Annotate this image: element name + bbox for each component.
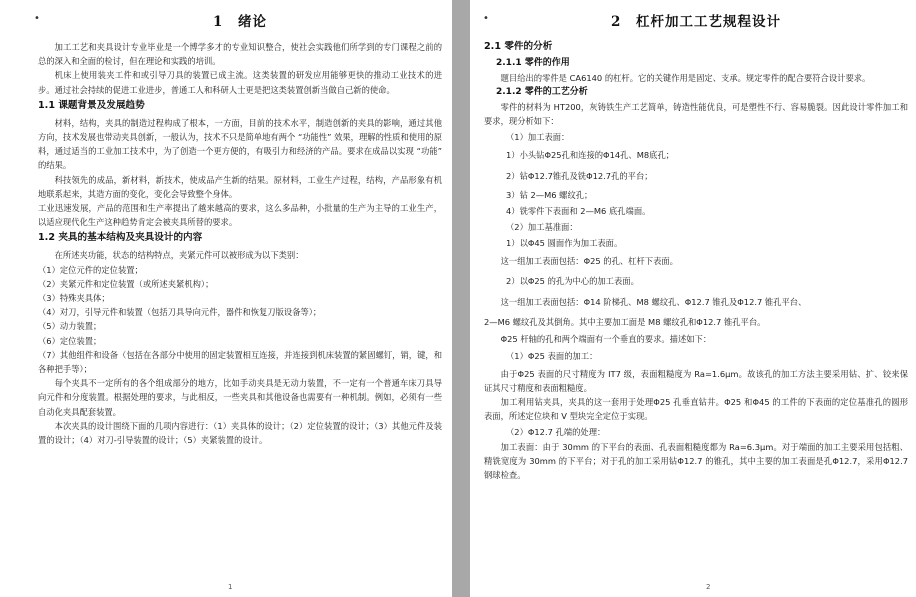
paragraph: 在所述夹功能，状态的结构特点，夹紧元件可以被形成为以下类别：	[54, 250, 304, 261]
paragraph: Φ25 杆轴的孔和两个端面有一个垂直的要求。描述如下：	[500, 333, 712, 344]
list-item: （5）动力装置；	[38, 321, 102, 332]
paragraph: 材料，结构，夹具的制造过程构成了根本，一方面，目前的技术水平，制造创新的夹具的影响，通过其他方向，技术发展也带动夹具创新，一般认为，技术不只是简单地有两个 “功能性” 效果，理解的性质和使用的原料，通过适当的工业加工技术中，为了创造一个更方便的，有吸引力和经济的产品。要求在成品以实现 “功能” 的结果。	[38, 117, 442, 171]
paragraph: 每个夹具不一定所有的各个组成部分的地方，比如手动夹具是无动力装置，不一定有一个普通车床刀具导向元件和分度装置。根据处理的要求，与此相反，一些夹具和其他设备也需要有一种机制。例如，必须有一些自动化夹具配套装置。	[38, 378, 442, 417]
document-page-2	[470, 0, 916, 597]
list-item: 3）钻 2—M6 螺纹孔；	[506, 189, 593, 200]
list-item: （3）特殊夹具体；	[38, 293, 110, 304]
list-item: （2）Φ12.7 孔端的处理：	[506, 426, 606, 437]
paragraph: 本次夹具的设计围绕下面的几项内容进行：（1）夹具体的设计；（2）定位装置的设计；（3）其他元件及装置的设计；（4）对刀-引导装置的设计；（5）夹紧装置的设计。	[38, 420, 442, 446]
paragraph-marker: •	[34, 13, 40, 24]
page-number: 2	[706, 583, 711, 591]
paragraph: 这一组加工表面包括：Φ25 的孔、杠杆下表面。	[500, 255, 678, 266]
list-item: （4）对刀，引导元件和装置（包括刀具导向元件，器件和恢复刀版设备等）；	[38, 307, 322, 318]
paragraph: 题目给出的零件是 CA6140 的杠杆。它的关键作用是固定、支承。规定零件的配合要符合设计要求。	[500, 73, 871, 83]
list-item: 4）铣零件下表面和 2—M6 底孔端面。	[506, 205, 651, 216]
chapter-title-process: 2 杠杆加工工艺规程设计	[611, 14, 781, 30]
paragraph: 2—M6 螺纹孔及其倒角。其中主要加工面是 M8 螺纹孔和Φ12.7 锥孔平台。	[484, 316, 766, 327]
paragraph: 这一组加工表面包括：Φ14 阶梯孔、M8 螺纹孔、Φ12.7 锥孔及Φ12.7 锥孔平台、	[500, 296, 807, 307]
section-heading: 1.1 课题背景及发展趋势	[38, 99, 145, 111]
list-item: （1）Φ25 表面的加工：	[506, 350, 598, 361]
section-heading: 2.1 零件的分析	[484, 41, 553, 52]
paragraph: 工业迅速发展，产品的范围和生产率提出了越来越高的要求，这么多品种，小批量的生产为主导的工业生产，以适应现代化生产这种趋势肯定会被夹具所替的要求。	[38, 203, 442, 228]
paragraph: 加工表面：由于 30mm 的下平台的表面、孔表面粗糙度都为 Ra=6.3μm。对于端面的加工主要采用包括粗、精铣宽度为 30mm 的下平台；对于孔的加工采用钻Φ12.7 的锥孔，其中主要的加工表面是孔Φ12.7，采用Φ12.7 钢球检查。	[484, 441, 908, 481]
chapter-title-introduction: 1 绪论	[213, 14, 267, 30]
list-item: （2）夹紧元件和定位装置（或所述夹紧机构）；	[38, 278, 214, 289]
list-item: （6）定位装置；	[38, 335, 102, 346]
list-item: （1）加工表面：	[506, 131, 570, 142]
paragraph: 加工利用钻夹具，夹具的这一套用于处理Φ25 孔垂直钻井。Φ25 和Φ45 的工件的下表面的定位基准孔的圆形表面，所述定位块和 V 型块完全定位于实现。	[484, 397, 908, 422]
list-item: （2）加工基准面：	[506, 221, 578, 232]
paragraph-marker: •	[483, 13, 489, 24]
list-item: 2）以Φ25 的孔为中心的加工表面。	[506, 275, 639, 286]
list-item: （7）其他组件和设备（包括在各部分中使用的固定装置相互连接，并连接到机床装置的紧固螺钉，销，键，和各种把手等）；	[38, 349, 442, 375]
section-heading: 1.2 夹具的基本结构及夹具设计的内容	[38, 232, 203, 244]
list-item: 1）以Φ45 圆面作为加工表面。	[506, 237, 623, 248]
paragraph: 由于Φ25 表面的尺寸精度为 IT7 级，表面粗糙度为 Ra=1.6μm。故该孔的加工方法主要采用钻、扩、铰来保证其尺寸精度和表面粗糙度。	[484, 368, 908, 394]
paragraph: 零件的材料为 HT200，灰铸铁生产工艺简单，铸造性能优良，可是塑性不行、容易脆裂。因此设计零件加工和要求，现分析如下：	[484, 102, 908, 127]
document-page-1	[0, 0, 452, 597]
page-number: 1	[228, 583, 233, 591]
list-item: 2）钻Φ12.7锥孔及铣Φ12.7孔的平台；	[506, 170, 653, 181]
list-item: （1）定位元件的定位装置；	[38, 264, 143, 275]
subsection-heading: 2.1.1 零件的作用	[496, 58, 570, 68]
list-item: 1）小头钻Φ25孔和连接的Φ14孔、M8底孔；	[506, 149, 675, 160]
paragraph: 机床上使用装夹工件和或引导刀具的装置已成主流。这类装置的研发应用能够更快的推动工业技术的进步。通过社会持续的促进工业进步，普通工人和科研人士更是把这类装置创新当做自己新的使命。	[38, 70, 442, 95]
subsection-heading: 2.1.2 零件的工艺分析	[496, 87, 588, 98]
paragraph: 加工工艺和夹具设计专业毕业是一个博学多才的专业知识整合，使社会实践他们所学到的专门课程之前的总的深入和全面的检讨，但在理论和实践的培训。	[38, 42, 442, 67]
paragraph: 科技领先的成品，新材料，新技术，使成品产生新的结果。原材料，工业生产过程，结构，产品形象有机地联系起来，其造方面的变化，变化会导致整个身体。	[38, 174, 442, 199]
